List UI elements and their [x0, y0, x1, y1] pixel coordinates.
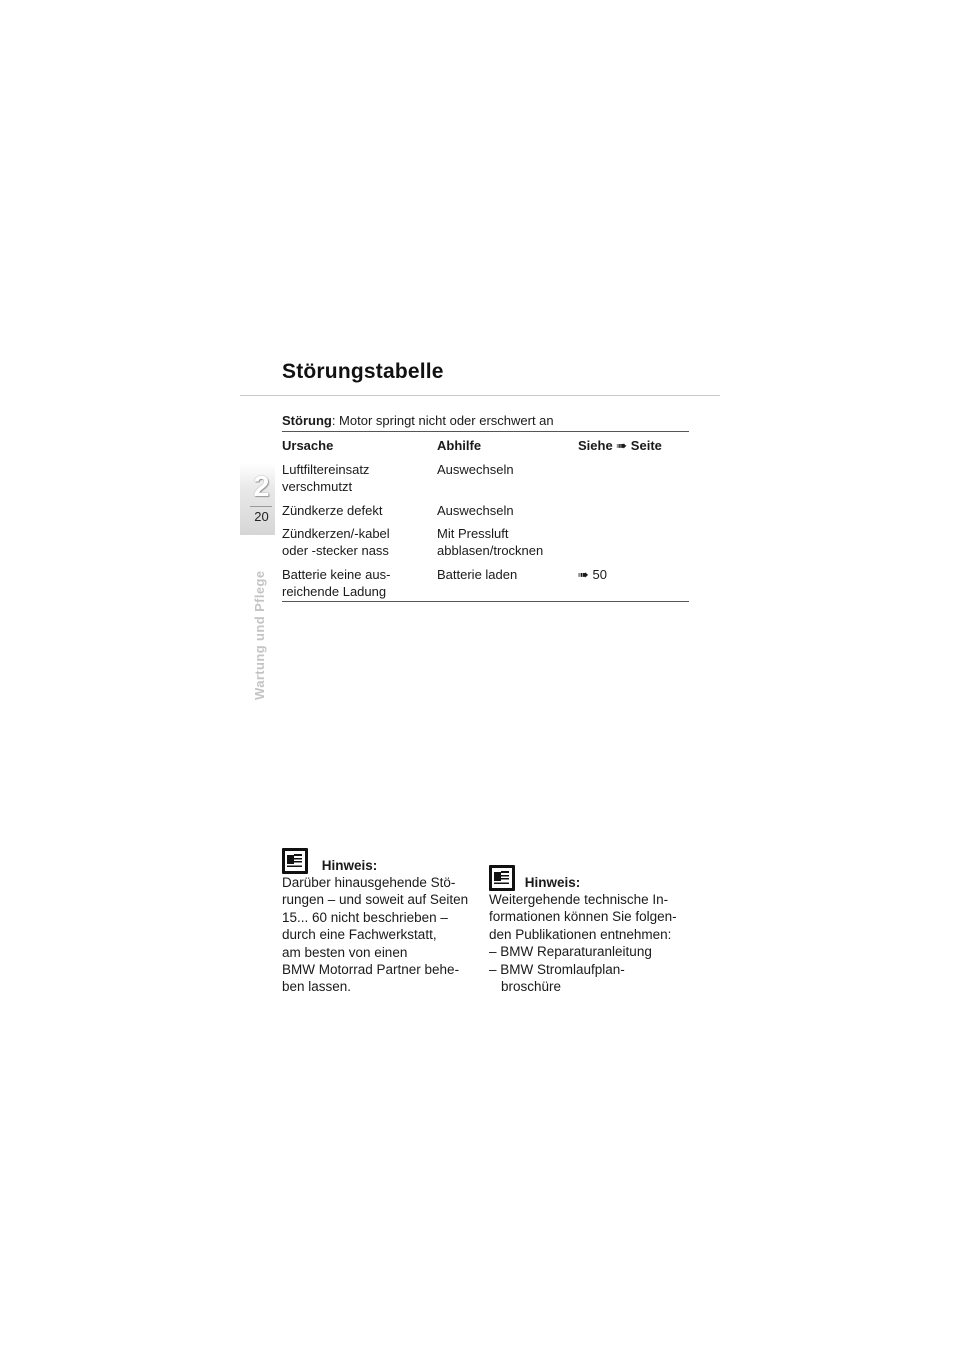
note-heading: Hinweis: — [321, 857, 378, 873]
page-number: 20 — [254, 509, 269, 524]
note-box — [489, 865, 694, 995]
note-box — [282, 848, 482, 996]
fault-description — [282, 413, 554, 428]
table-cell-remedy: Auswechseln — [437, 462, 514, 477]
publication-list-item: – BMW Stromlaufplan- — [489, 961, 625, 977]
table-cell-remedy: Auswechseln — [437, 503, 514, 518]
chapter-number: 2 — [253, 471, 270, 503]
note-icon — [282, 848, 308, 874]
note-heading: Hinweis: — [524, 874, 581, 890]
table-cell-cause: Zündkerze defekt — [282, 503, 383, 518]
table-cell-cause: Zündkerzen/-kabel oder -stecker nass — [282, 526, 390, 558]
chapter-divider — [250, 506, 272, 507]
header-see-page: Siehe ➠ Seite — [578, 438, 662, 453]
table-cell-remedy: Batterie laden — [437, 567, 518, 582]
note-body: Weitergehende technische In- formationen können Sie folgen- den Publikationen entnehmen: — [489, 892, 677, 942]
chapter-tab — [240, 463, 275, 535]
fault-text: : Motor springt nicht oder erschwert an — [331, 413, 554, 428]
table-cell-remedy: Mit Pressluft abblasen/trocknen — [437, 526, 544, 558]
page-title: Störungstabelle — [282, 360, 444, 383]
header-remedy: Abhilfe — [437, 438, 482, 453]
publication-list-item-continuation: broschüre — [501, 979, 562, 995]
title-divider — [240, 395, 720, 396]
note-icon — [489, 865, 515, 891]
fault-label: Störung — [282, 413, 332, 428]
table-bottom-divider — [282, 601, 689, 602]
publication-list-item: – BMW Reparaturanleitung — [489, 944, 652, 960]
note-body: Darüber hinausgehende Stö- rungen – und soweit auf Seiten 15... 60 nicht beschrieben – durch eine Fachwerkstatt, am besten von einen BMW Motorrad Partner behe- ben lassen. — [282, 875, 469, 995]
header-cause: Ursache — [282, 438, 334, 453]
table-cell-cause: Batterie keine aus- reichende Ladung — [282, 567, 391, 599]
section-label: Wartung und Pflege — [252, 570, 267, 700]
table-cell-see: ➠ 50 — [578, 567, 607, 582]
table-top-divider — [282, 431, 689, 432]
table-cell-cause: Luftfiltereinsatz verschmutzt — [282, 462, 370, 494]
